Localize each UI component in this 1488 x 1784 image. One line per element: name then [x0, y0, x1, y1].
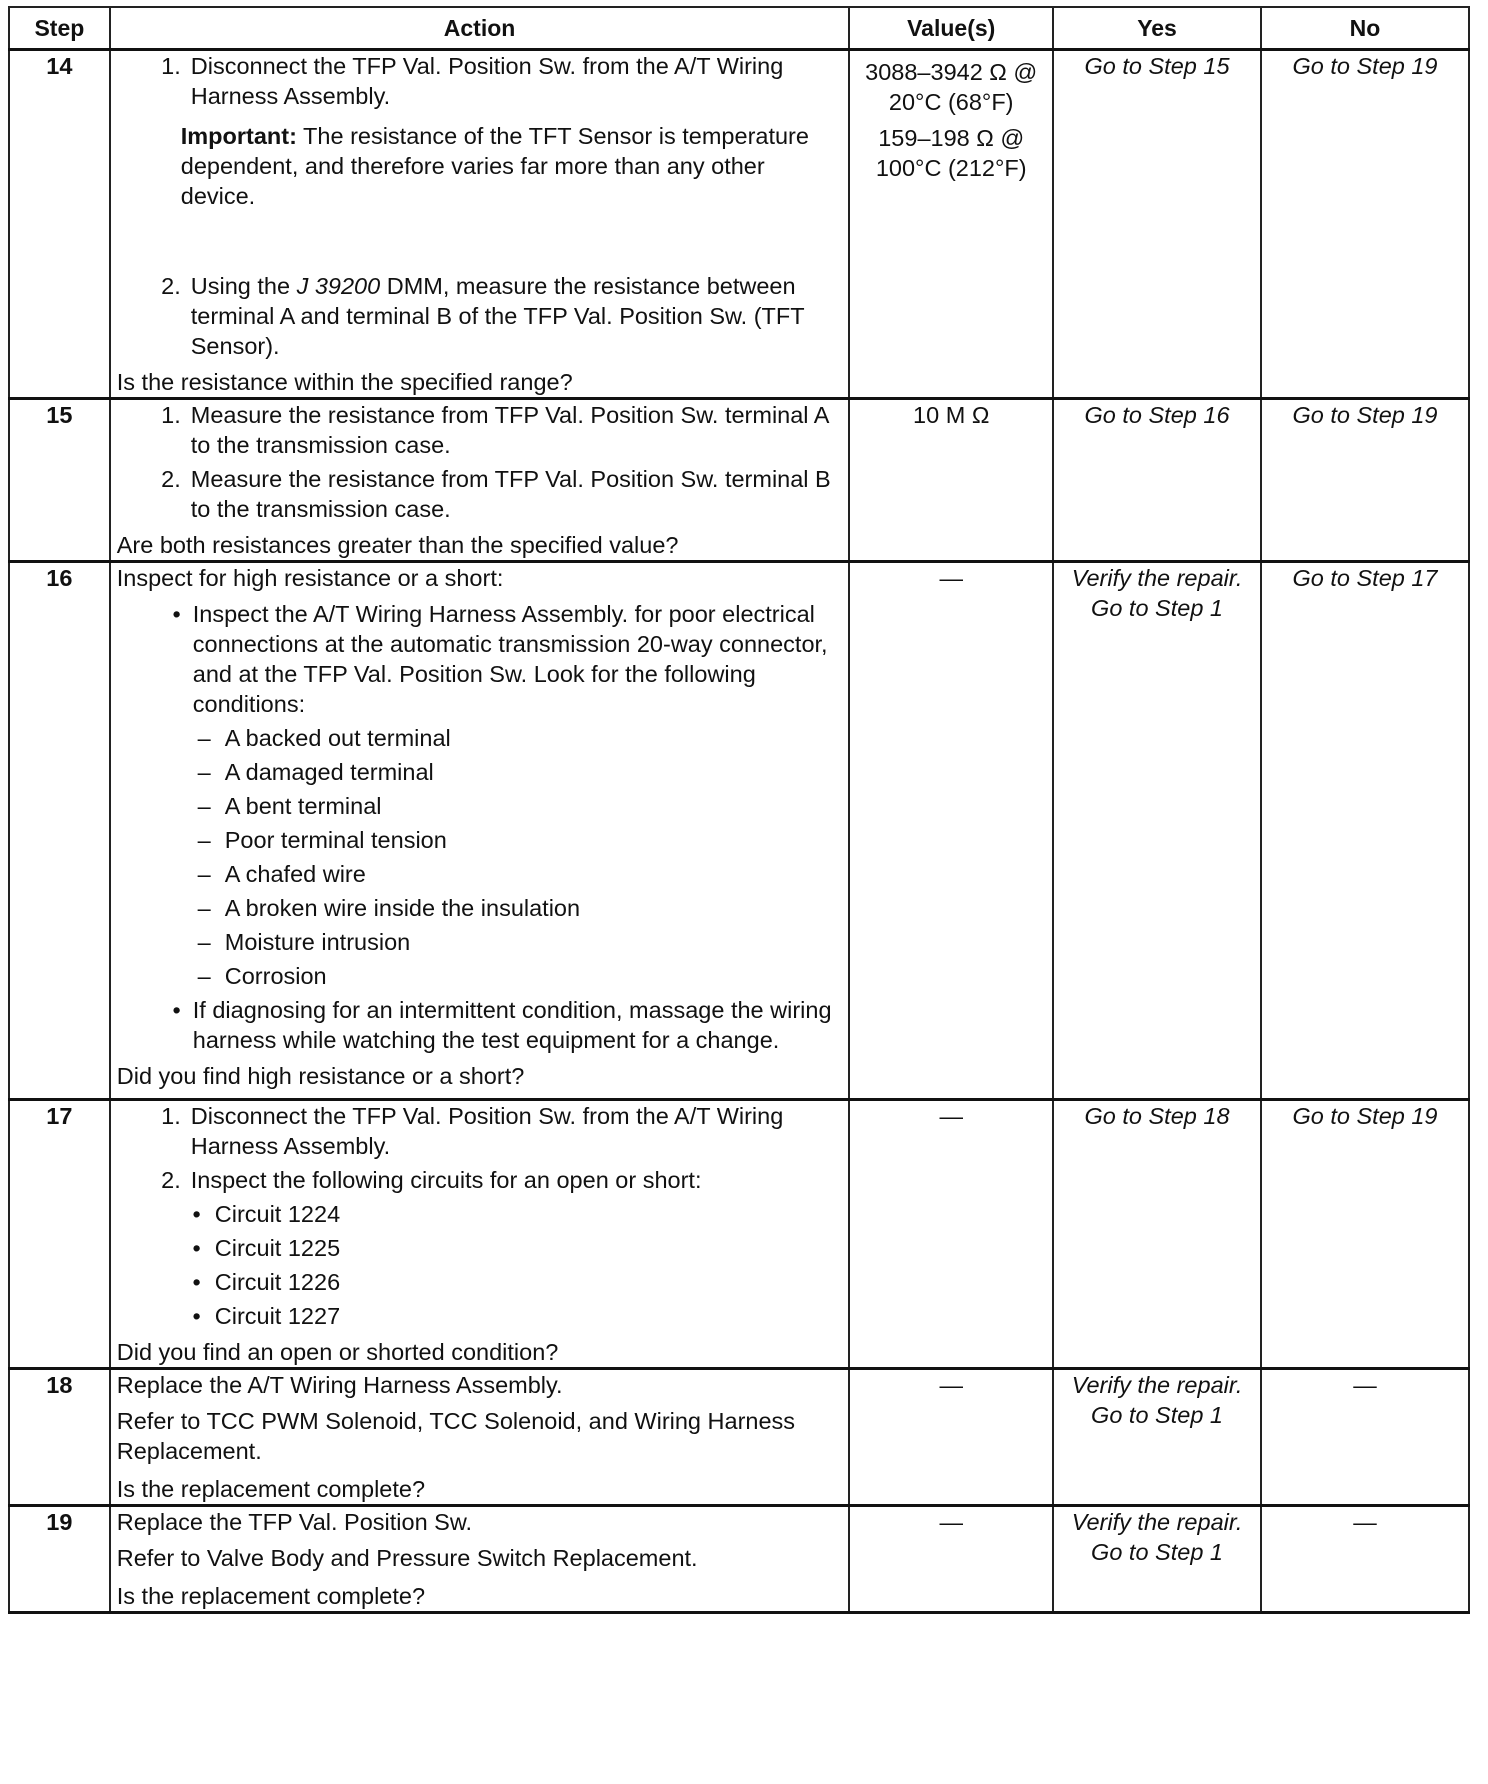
- action-cell: [110, 562, 850, 1100]
- condition-text: Poor terminal tension: [224, 827, 447, 853]
- important-label: Important:: [180, 123, 297, 149]
- condition-item: [117, 893, 843, 923]
- yes-answer: [1053, 1506, 1261, 1613]
- yes-answer: [1053, 1369, 1261, 1506]
- bullet-item: [117, 995, 843, 1055]
- action-cell: [110, 1369, 850, 1506]
- circuit-text: Circuit 1227: [214, 1303, 341, 1329]
- no-answer: Go to Step 19: [1261, 399, 1469, 562]
- item-text: Disconnect the TFP Val. Position Sw. from the A/T Wiring Harness Assembly.: [190, 53, 784, 109]
- condition-text: Moisture intrusion: [224, 929, 411, 955]
- value-cell: —: [849, 562, 1053, 1100]
- bullet-text: If diagnosing for an intermittent condition, massage the wiring harness while watching the test equipment for a change.: [192, 997, 832, 1053]
- question-text: Did you find high resistance or a short?: [116, 1063, 525, 1089]
- numbered-item: [117, 271, 843, 361]
- bullet-marker: •: [192, 1201, 201, 1227]
- question-text: Are both resistances greater than the specified value?: [116, 532, 679, 558]
- numbered-item: [117, 1165, 843, 1195]
- dash-marker: –: [197, 725, 211, 751]
- important-text: The resistance of the TFT Sensor is temperature dependent, and therefore varies far more than any other device.: [180, 123, 809, 209]
- condition-text: A damaged terminal: [224, 759, 434, 785]
- reference-text: Refer to Valve Body and Pressure Switch Replacement.: [116, 1545, 698, 1571]
- dash-marker: –: [197, 793, 211, 819]
- numbered-item: [117, 464, 843, 524]
- action-cell: [110, 399, 850, 562]
- circuit-item: [117, 1267, 843, 1297]
- header-values: Value(s): [849, 7, 1053, 50]
- item-number: 1.: [161, 402, 181, 428]
- circuit-item: [117, 1301, 843, 1331]
- table-row-step-14: [9, 50, 1469, 399]
- table-row-step-19: [9, 1506, 1469, 1613]
- important-note: [117, 121, 843, 211]
- value-range-100c: 159–198 Ω @ 100°C (212°F): [875, 125, 1027, 181]
- step-number: 17: [9, 1100, 110, 1369]
- diagnostic-table-sheet: [8, 6, 1470, 1614]
- no-answer: Go to Step 19: [1261, 50, 1469, 399]
- bullet-marker: •: [192, 1269, 201, 1295]
- yes-answer: Go to Step 16: [1053, 399, 1261, 562]
- value-cell: —: [849, 1506, 1053, 1613]
- value-cell: 10 M Ω: [849, 399, 1053, 562]
- bullet-item: [117, 599, 843, 719]
- circuit-text: Circuit 1225: [214, 1235, 341, 1261]
- item-number: 2.: [161, 466, 181, 492]
- dash-marker: –: [197, 929, 211, 955]
- numbered-item: [117, 400, 843, 460]
- step-number: 14: [9, 50, 110, 399]
- action-cell: [110, 50, 850, 399]
- table-row-step-16: [9, 562, 1469, 1100]
- action-cell: [110, 1506, 850, 1613]
- dash-marker: –: [197, 827, 211, 853]
- item-number: 1.: [161, 1103, 181, 1129]
- numbered-item: [117, 1101, 843, 1161]
- header-action: Action: [110, 7, 850, 50]
- item-text-part: Using the: [190, 273, 297, 299]
- condition-item: [117, 825, 843, 855]
- yes-answer: Go to Step 18: [1053, 1100, 1261, 1369]
- circuit-text: Circuit 1224: [214, 1201, 341, 1227]
- question-text: Is the replacement complete?: [116, 1476, 426, 1502]
- item-number: 1.: [161, 53, 181, 79]
- no-answer: Go to Step 19: [1261, 1100, 1469, 1369]
- bullet-marker: •: [172, 601, 181, 627]
- circuit-item: [117, 1233, 843, 1263]
- diagnostic-table: [8, 6, 1470, 1614]
- item-text: Disconnect the TFP Val. Position Sw. from the A/T Wiring Harness Assembly.: [190, 1103, 784, 1159]
- yes-answer: Go to Step 15: [1053, 50, 1261, 399]
- condition-item: [117, 757, 843, 787]
- step-number: 18: [9, 1369, 110, 1506]
- yes-answer-line: Verify the repair.: [1071, 565, 1243, 591]
- yes-answer-line: Verify the repair.: [1071, 1372, 1243, 1398]
- item-number: 2.: [161, 273, 181, 299]
- condition-text: A bent terminal: [224, 793, 382, 819]
- item-text: Measure the resistance from TFP Val. Position Sw. terminal A to the transmission case.: [190, 402, 829, 458]
- condition-text: A broken wire inside the insulation: [224, 895, 581, 921]
- item-text: Measure the resistance from TFP Val. Position Sw. terminal B to the transmission case.: [190, 466, 831, 522]
- dash-marker: –: [197, 861, 211, 887]
- table-row-step-17: [9, 1100, 1469, 1369]
- condition-item: [117, 723, 843, 753]
- yes-answer-line: Go to Step 1: [1091, 1402, 1223, 1428]
- question-text: Is the resistance within the specified range?: [116, 369, 573, 395]
- yes-answer: [1053, 562, 1261, 1100]
- condition-item: [117, 927, 843, 957]
- value-cell: [849, 50, 1053, 399]
- value-range-20c: 3088–3942 Ω @ 20°C (68°F): [865, 59, 1038, 115]
- table-row-step-18: [9, 1369, 1469, 1506]
- step-number: 16: [9, 562, 110, 1100]
- condition-item: [117, 859, 843, 889]
- dash-marker: –: [197, 895, 211, 921]
- yes-answer-line: Go to Step 1: [1091, 1539, 1223, 1565]
- question-text: Is the replacement complete?: [116, 1583, 426, 1609]
- no-answer: Go to Step 17: [1261, 562, 1469, 1100]
- condition-text: Corrosion: [224, 963, 327, 989]
- header-yes: Yes: [1053, 7, 1261, 50]
- bullet-marker: •: [172, 997, 181, 1023]
- condition-text: A chafed wire: [224, 861, 366, 887]
- condition-text: A backed out terminal: [224, 725, 451, 751]
- no-answer: —: [1261, 1369, 1469, 1506]
- step-number: 19: [9, 1506, 110, 1613]
- value-cell: —: [849, 1100, 1053, 1369]
- intro-text: Inspect for high resistance or a short:: [116, 565, 504, 591]
- question-text: Did you find an open or shorted condition?: [116, 1339, 559, 1365]
- tool-name: J 39200: [296, 273, 381, 299]
- value-cell: —: [849, 1369, 1053, 1506]
- bullet-text: Inspect the A/T Wiring Harness Assembly. for poor electrical connections at the automatic transmission 20-way connector, and at the TFP Val. Position Sw. Look for the following conditions:: [192, 601, 828, 717]
- condition-item: [117, 791, 843, 821]
- circuit-text: Circuit 1226: [214, 1269, 341, 1295]
- numbered-item: [117, 51, 843, 111]
- bullet-marker: •: [192, 1235, 201, 1261]
- dash-marker: –: [197, 963, 211, 989]
- item-text: [191, 271, 843, 361]
- action-cell: [110, 1100, 850, 1369]
- header-no: No: [1261, 7, 1469, 50]
- item-text: Inspect the following circuits for an open or short:: [190, 1167, 702, 1193]
- instruction-text: Replace the TFP Val. Position Sw.: [116, 1509, 473, 1535]
- step-number: 15: [9, 399, 110, 562]
- table-row-step-15: [9, 399, 1469, 562]
- yes-answer-line: Go to Step 1: [1091, 595, 1223, 621]
- circuit-item: [117, 1199, 843, 1229]
- item-text-part: DMM, measure the resistance between terminal A and terminal B of the TFP Val. Position Sw. (TFT Sensor).: [190, 273, 805, 359]
- instruction-text: Replace the A/T Wiring Harness Assembly.: [116, 1372, 563, 1398]
- item-number: 2.: [161, 1167, 181, 1193]
- dash-marker: –: [197, 759, 211, 785]
- reference-text: Refer to TCC PWM Solenoid, TCC Solenoid, and Wiring Harness Replacement.: [116, 1408, 796, 1464]
- condition-item: [117, 961, 843, 991]
- header-step: Step: [9, 7, 110, 50]
- table-header-row: [9, 7, 1469, 50]
- yes-answer-line: Verify the repair.: [1071, 1509, 1243, 1535]
- bullet-marker: •: [192, 1303, 201, 1329]
- no-answer: —: [1261, 1506, 1469, 1613]
